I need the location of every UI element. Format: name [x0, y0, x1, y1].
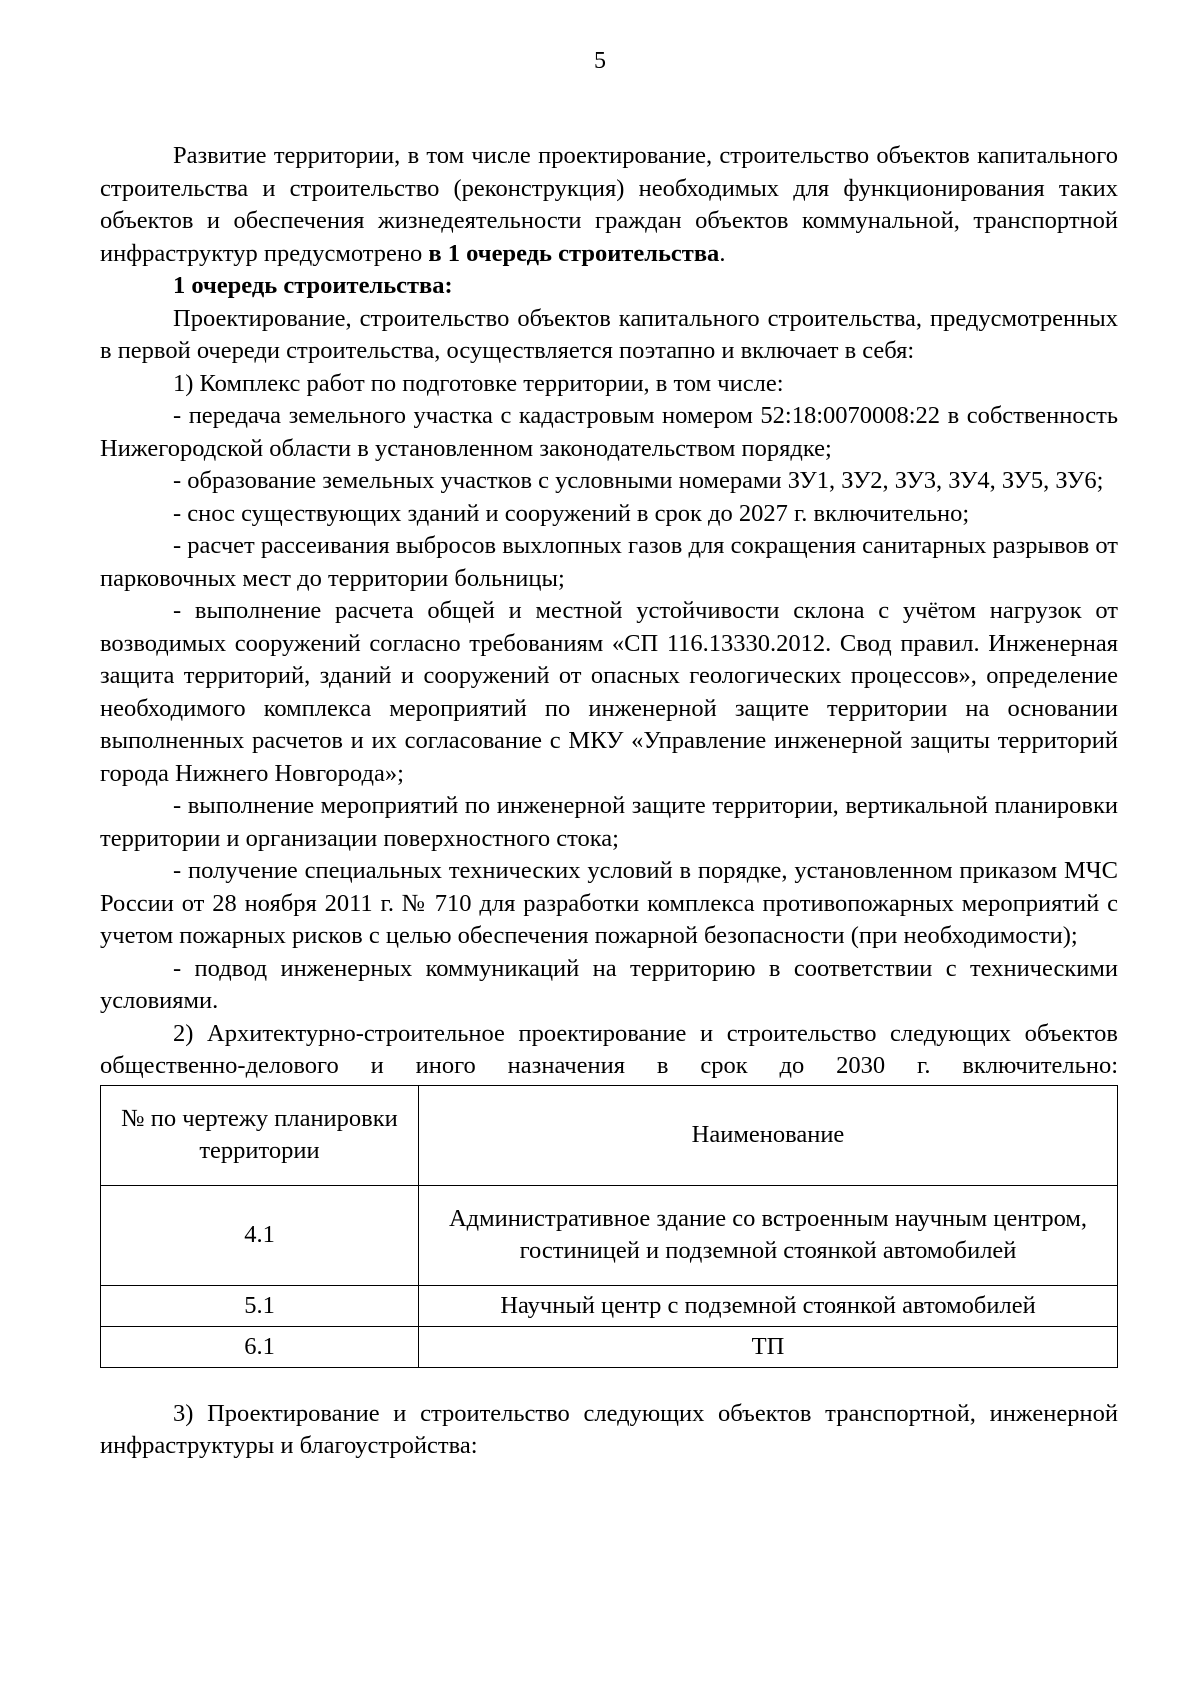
- section-heading: 1 очередь строительства:: [173, 272, 453, 299]
- paragraph-intro-bold: в 1 очередь строительства: [428, 239, 720, 267]
- table-header-row: [101, 1085, 1118, 1185]
- bullet-utilities: - подвод инженерных коммуникаций на территорию в соответствии с техническими условиями.: [100, 954, 1118, 1014]
- paragraph-intro: [100, 140, 1118, 270]
- paragraph-intro-text: Развитие территории, в том числе проектирование, строительство объектов капитального строительства и строительство (реконструкция) необходимых для функционирования таких объектов и обеспечения жизнедеятельности граждан объектов коммунальной, транспортной инфраструктур предусмотрено: [100, 142, 1118, 267]
- list-item-2: 2) Архитектурно-строительное проектирование и строительство следующих объектов общественно-делового и иного назначения в срок до 2030 г. включительно:: [100, 1019, 1118, 1079]
- table-cell-name: ТП: [419, 1326, 1118, 1367]
- bullet-land-plots: - образование земельных участков с условными номерами ЗУ1, ЗУ2, ЗУ3, ЗУ4, ЗУ5, ЗУ6;: [173, 467, 1104, 494]
- paragraph-intro-end: .: [719, 239, 726, 267]
- table-cell-number: 5.1: [101, 1285, 419, 1326]
- table-cell-name: Административное здание со встроенным научным центром, гостиницей и подземной стоянкой автомобилей: [419, 1185, 1118, 1285]
- table-row: [101, 1185, 1118, 1285]
- bullet-emissions: - расчет рассеивания выбросов выхлопных газов для сокращения санитарных разрывов от парковочных мест до территории больницы;: [100, 532, 1118, 592]
- page-number: 5: [594, 48, 606, 74]
- bullet-demolition: - снос существующих зданий и сооружений в срок до 2027 г. включительно;: [173, 499, 970, 527]
- table-cell-number: 6.1: [101, 1326, 419, 1367]
- table-header-name: Наименование: [419, 1085, 1118, 1185]
- table-row: [101, 1285, 1118, 1326]
- document-body: [100, 140, 1118, 1463]
- bullet-technical-conditions: - получение специальных технических условий в порядке, установленном приказом МЧС России от 28 ноября 2011 г. № 710 для разработки комплекса противопожарных мероприятий с учетом пожарных рисков с целью обеспечения пожарной безопасности (при необходимости);: [100, 857, 1118, 949]
- table-cell-number: 4.1: [101, 1185, 419, 1285]
- table-header-number: № по чертежу планировки территории: [101, 1085, 419, 1185]
- bullet-slope-stability: - выполнение расчета общей и местной устойчивости склона с учётом нагрузок от возводимых сооружений согласно требованиям «СП 116.13330.2012. Свод правил. Инженерная защита территорий, зданий и сооружений от опасных геологических процессов», определение необходимого комплекса мероприятий по инженерной защите территории на основании выполненных расчетов и их согласование с МКУ «Управление инженерной защиты территорий города Нижнего Новгорода»;: [100, 597, 1118, 787]
- table-row: [101, 1326, 1118, 1367]
- bullet-land-transfer: - передача земельного участка с кадастровым номером 52:18:0070008:22 в собственность Нижегородской области в установленном законодательством порядке;: [100, 402, 1118, 462]
- paragraph-design: Проектирование, строительство объектов капитального строительства, предусмотренных в первой очереди строительства, осуществляется поэтапно и включает в себя:: [100, 304, 1118, 364]
- list-item-3: 3) Проектирование и строительство следующих объектов транспортной, инженерной инфраструктуры и благоустройства:: [100, 1399, 1118, 1459]
- bullet-engineering-protection: - выполнение мероприятий по инженерной защите территории, вертикальной планировки территории и организации поверхностного стока;: [100, 792, 1118, 852]
- objects-table: [100, 1085, 1118, 1368]
- table-cell-name: Научный центр с подземной стоянкой автомобилей: [419, 1285, 1118, 1326]
- list-item-1: 1) Комплекс работ по подготовке территории, в том числе:: [173, 369, 784, 397]
